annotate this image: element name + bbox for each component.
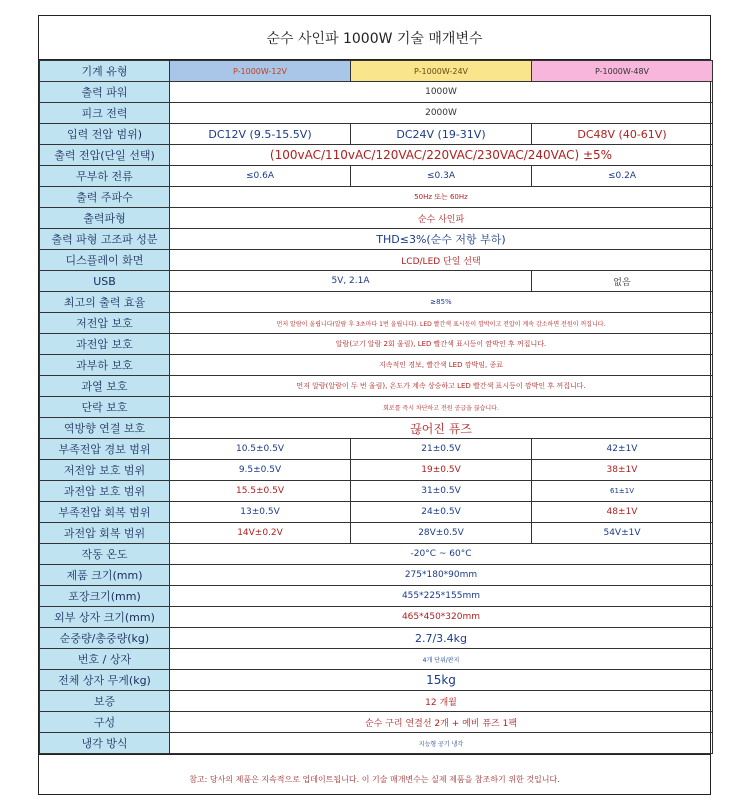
table-row — [40, 691, 713, 712]
row-label: 구성 — [40, 712, 170, 733]
row-value: 28V±0.5V — [351, 523, 532, 544]
row-value: 지속적인 경보, 빨간색 LED 깜박임, 종료 — [170, 355, 713, 376]
row-label: 과전압 회복 범위 — [40, 523, 170, 544]
table-row — [40, 187, 713, 208]
table-row — [40, 61, 713, 82]
row-value: 5V, 2.1A — [170, 271, 532, 292]
row-value: DC24V (19-31V) — [351, 124, 532, 145]
row-label: 제품 크기(mm) — [40, 565, 170, 586]
row-value: 14V±0.2V — [170, 523, 351, 544]
row-value: DC12V (9.5-15.5V) — [170, 124, 351, 145]
row-value: 13±0.5V — [170, 502, 351, 523]
row-value: 54V±1V — [532, 523, 713, 544]
row-label: 출력 파형 고조파 성분 — [40, 229, 170, 250]
row-value: 465*450*320mm — [170, 607, 713, 628]
table-row — [40, 103, 713, 124]
row-label: 디스플레이 화면 — [40, 250, 170, 271]
row-value: 2000W — [170, 103, 713, 124]
model-12v: P-1000W-12V — [170, 61, 351, 82]
row-value: 알람(고기 알람 2회 울림), LED 빨간색 표시등이 깜박인 후 꺼집니다. — [170, 334, 713, 355]
table-row — [40, 418, 713, 439]
row-value: DC48V (40-61V) — [532, 124, 713, 145]
row-label: 부족전압 회복 범위 — [40, 502, 170, 523]
row-value: 50Hz 또는 60Hz — [170, 187, 713, 208]
table-row — [40, 460, 713, 481]
row-label: 외부 상자 크기(mm) — [40, 607, 170, 628]
row-value: 4개 단위/판지 — [170, 649, 713, 670]
row-value: (100vAC/110vAC/120VAC/220VAC/230VAC/240VAC) ±5% — [170, 145, 713, 166]
row-value: 15.5±0.5V — [170, 481, 351, 502]
table-row — [40, 502, 713, 523]
table-row — [40, 481, 713, 502]
row-label: 전체 상자 무게(kg) — [40, 670, 170, 691]
row-label: 출력 파워 — [40, 82, 170, 103]
model-24v: P-1000W-24V — [351, 61, 532, 82]
row-label: 출력 주파수 — [40, 187, 170, 208]
table-row — [40, 649, 713, 670]
spec-sheet — [38, 15, 711, 795]
row-value: 15kg — [170, 670, 713, 691]
row-value: 끊어진 퓨즈 — [170, 418, 713, 439]
row-label: 보증 — [40, 691, 170, 712]
row-value: 21±0.5V — [351, 439, 532, 460]
row-label: 과전압 보호 — [40, 334, 170, 355]
row-value: 24±0.5V — [351, 502, 532, 523]
row-value: ≤0.6A — [170, 166, 351, 187]
row-value: 회로를 즉시 차단하고 전원 공급을 끊습니다. — [170, 397, 713, 418]
table-row — [40, 355, 713, 376]
row-value: 순수 구리 연결선 2개 + 예비 퓨즈 1팩 — [170, 712, 713, 733]
footnote: 참고: 당사의 제품은 지속적으로 업데이트됩니다. 이 기술 매개변수는 실제 제품을 참조하기 위한 것입니다. — [39, 754, 710, 804]
row-value: 순수 사인파 — [170, 208, 713, 229]
table-row — [40, 334, 713, 355]
row-value: -20°C ~ 60°C — [170, 544, 713, 565]
row-label: 부족전압 경보 범위 — [40, 439, 170, 460]
row-label: 단락 보호 — [40, 397, 170, 418]
table-row — [40, 271, 713, 292]
row-value: 61±1V — [532, 481, 713, 502]
table-row — [40, 292, 713, 313]
table-row — [40, 313, 713, 334]
row-value: ≤0.3A — [351, 166, 532, 187]
row-label: 포장크기(mm) — [40, 586, 170, 607]
row-value: 38±1V — [532, 460, 713, 481]
table-row — [40, 586, 713, 607]
row-value: LCD/LED 단일 선택 — [170, 250, 713, 271]
table-row — [40, 628, 713, 649]
table-row — [40, 124, 713, 145]
row-label: 최고의 출력 효율 — [40, 292, 170, 313]
row-value: 275*180*90mm — [170, 565, 713, 586]
table-row — [40, 439, 713, 460]
row-value: 먼저 알람(알람이 두 번 울림), 온도가 계속 상승하고 LED 빨간색 표시등이 깜박인 후 꺼집니다. — [170, 376, 713, 397]
row-label: 과전압 보호 범위 — [40, 481, 170, 502]
row-value: 먼저 알람이 울립니다(알람 후 3초마다 1번 울립니다). LED 빨간색 표시등이 깜박이고 전압이 계속 감소하면 전원이 꺼집니다. — [170, 313, 713, 334]
row-label: 저전압 보호 범위 — [40, 460, 170, 481]
table-row — [40, 712, 713, 733]
row-label: 출력 전압(단일 선택) — [40, 145, 170, 166]
table-row — [40, 397, 713, 418]
model-48v: P-1000W-48V — [532, 61, 713, 82]
row-label: 저전압 보호 — [40, 313, 170, 334]
table-row — [40, 670, 713, 691]
row-label: 작동 온도 — [40, 544, 170, 565]
row-value: 2.7/3.4kg — [170, 628, 713, 649]
row-value: 9.5±0.5V — [170, 460, 351, 481]
table-row — [40, 145, 713, 166]
table-row — [40, 166, 713, 187]
row-value: 10.5±0.5V — [170, 439, 351, 460]
row-label: 번호 / 상자 — [40, 649, 170, 670]
table-row — [40, 607, 713, 628]
row-label: USB — [40, 271, 170, 292]
row-value: 42±1V — [532, 439, 713, 460]
table-row — [40, 565, 713, 586]
row-value: ≤0.2A — [532, 166, 713, 187]
table-row — [40, 208, 713, 229]
row-label: 과열 보호 — [40, 376, 170, 397]
row-value: 455*225*155mm — [170, 586, 713, 607]
row-value: THD≤3%(순수 저항 부하) — [170, 229, 713, 250]
row-value: 12 개월 — [170, 691, 713, 712]
page-title: 순수 사인파 1000W 기술 매개변수 — [39, 16, 710, 60]
table-row — [40, 523, 713, 544]
row-label: 출력파형 — [40, 208, 170, 229]
row-value: 31±0.5V — [351, 481, 532, 502]
row-value: 48±1V — [532, 502, 713, 523]
row-value: 19±0.5V — [351, 460, 532, 481]
spec-table — [39, 60, 713, 754]
table-row — [40, 82, 713, 103]
row-label: 기계 유형 — [40, 61, 170, 82]
table-row — [40, 733, 713, 754]
table-row — [40, 376, 713, 397]
row-label: 과부하 보호 — [40, 355, 170, 376]
row-label: 피크 전력 — [40, 103, 170, 124]
row-label: 무부하 전류 — [40, 166, 170, 187]
row-value: 없음 — [532, 271, 713, 292]
table-row — [40, 229, 713, 250]
row-value: 지능형 공기 냉각 — [170, 733, 713, 754]
row-label: 순중량/총중량(kg) — [40, 628, 170, 649]
row-value: ≥85% — [170, 292, 713, 313]
row-label: 냉각 방식 — [40, 733, 170, 754]
row-label: 역방향 연결 보호 — [40, 418, 170, 439]
row-value: 1000W — [170, 82, 713, 103]
table-row — [40, 250, 713, 271]
table-row — [40, 544, 713, 565]
row-label: 입력 전압 범위) — [40, 124, 170, 145]
